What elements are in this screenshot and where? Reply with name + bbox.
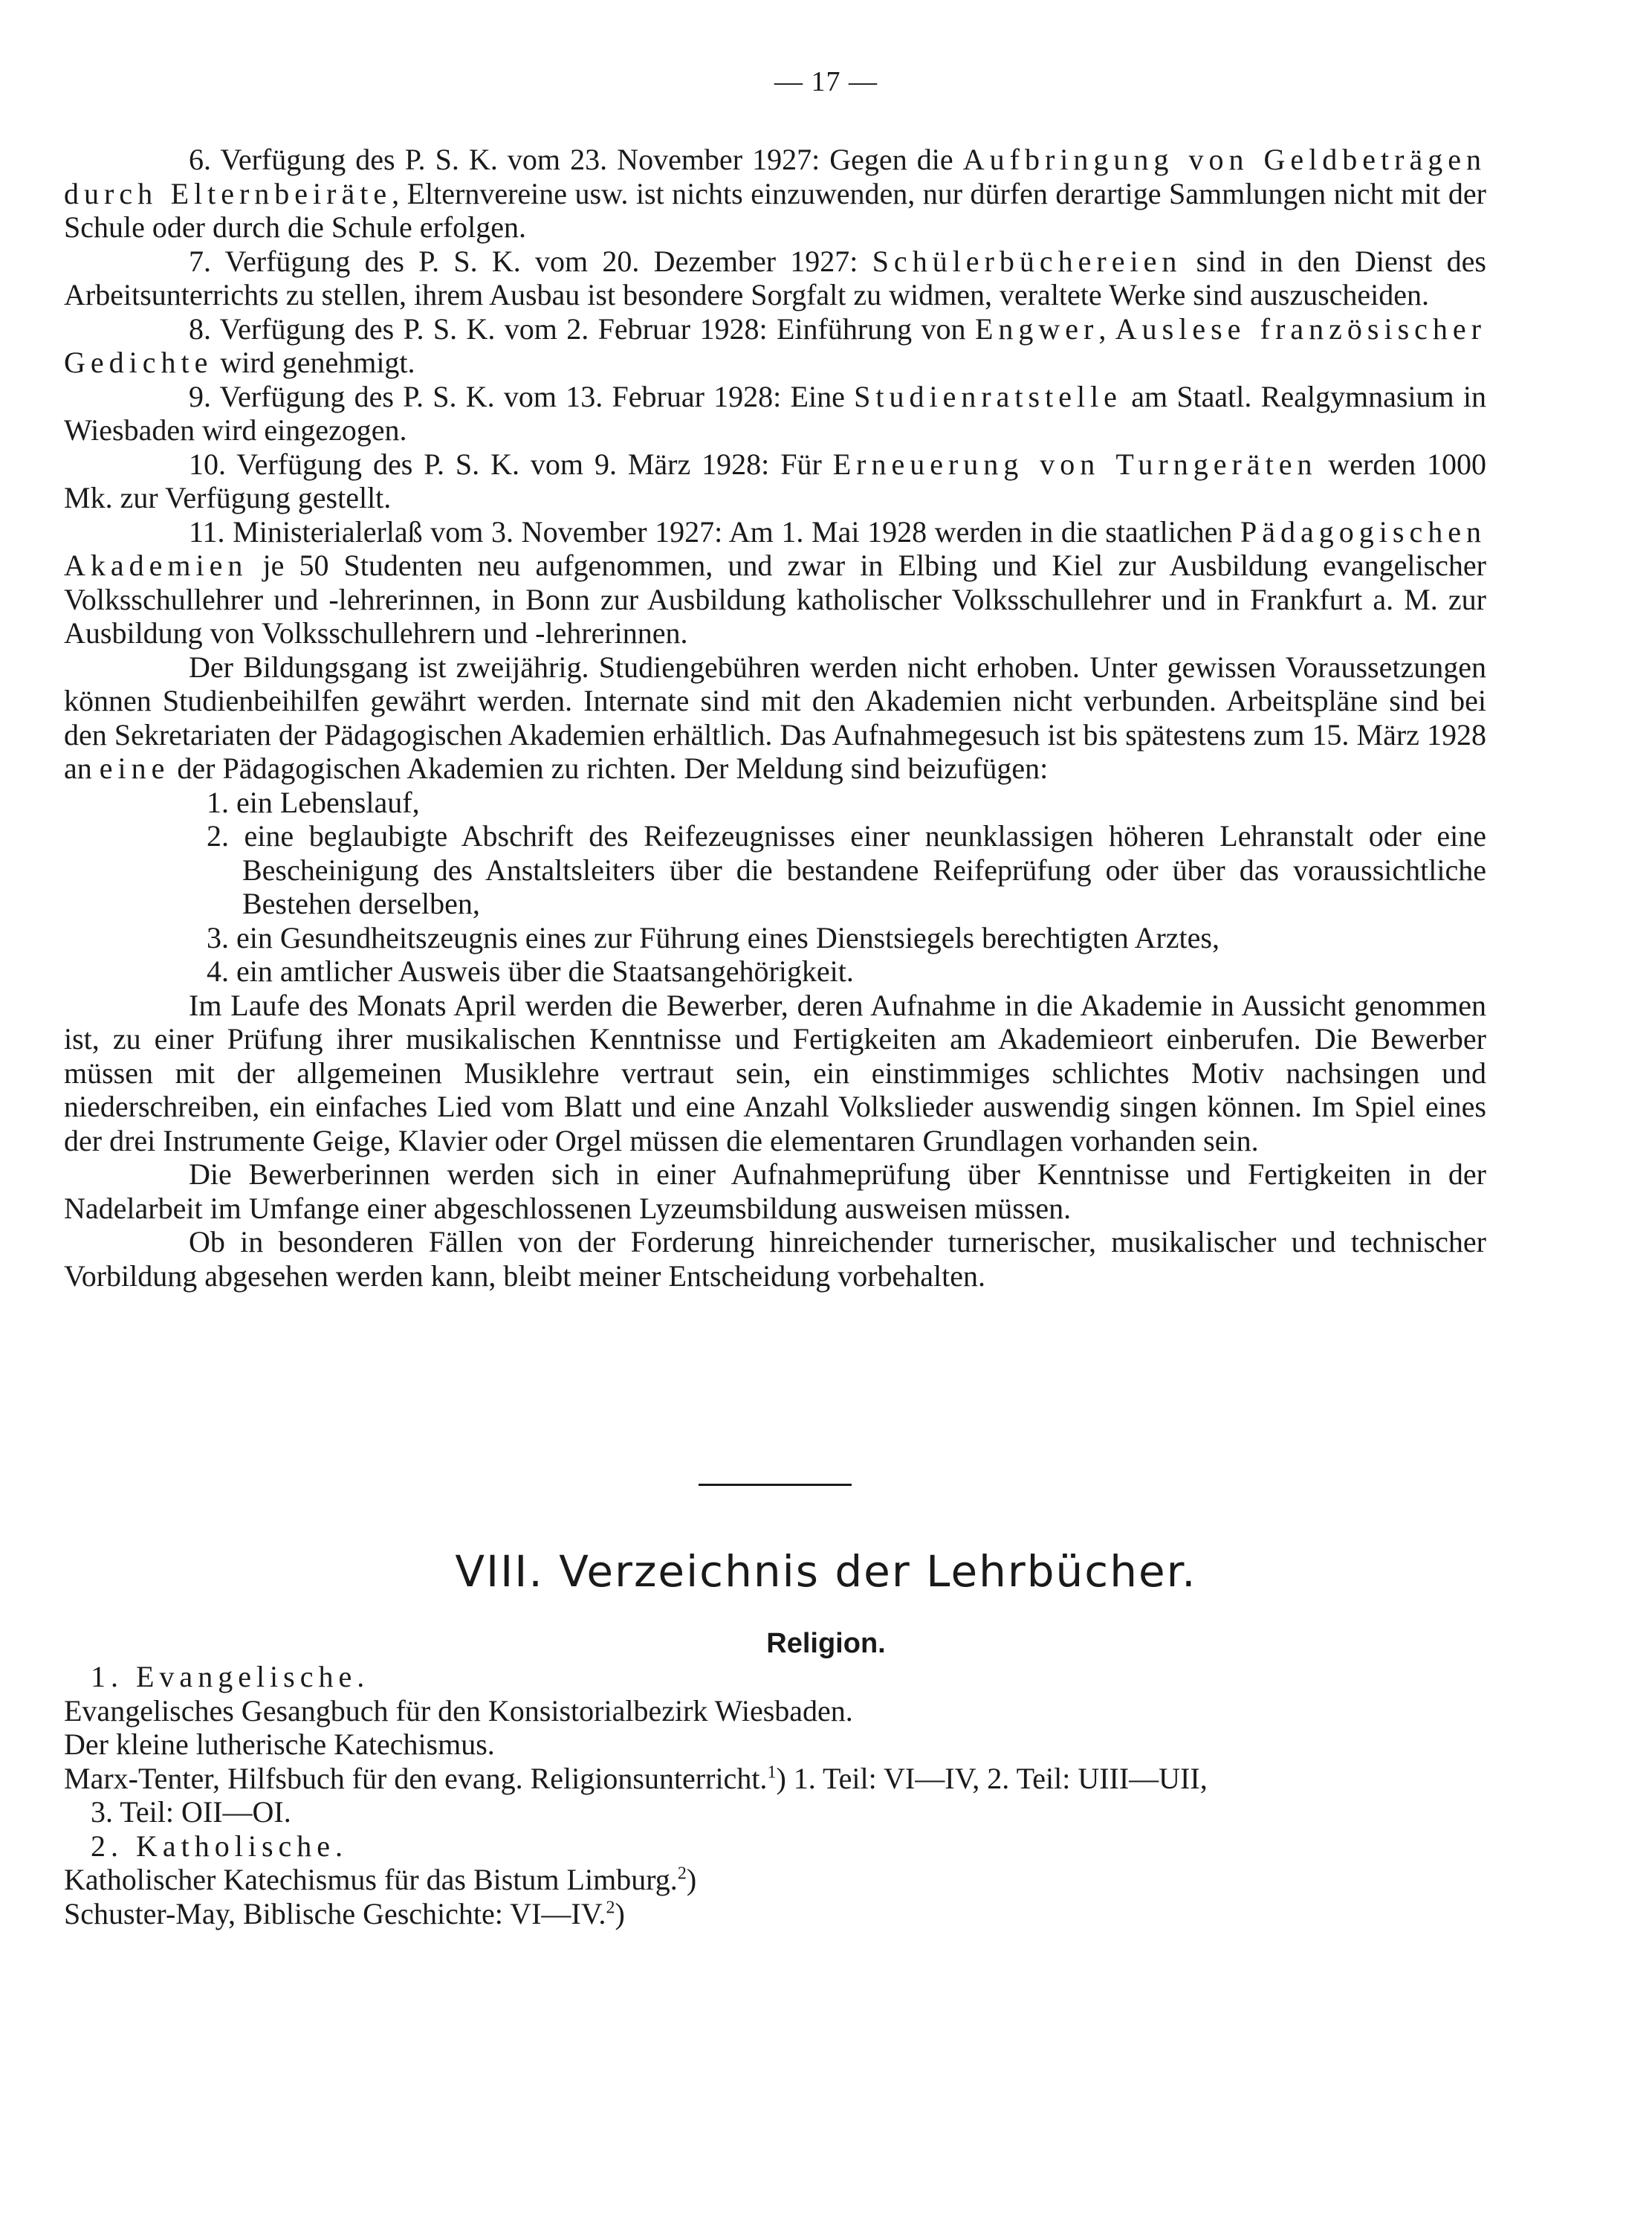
decree-7-rest: sind in den Dienst des Arbeitsunterrichts zu stellen, ihrem Ausbau ist besondere Sorgfalt zu widmen, veraltete Werke sind auszuscheiden. bbox=[64, 244, 1486, 311]
decree-10-spaced-term: Erneuerung von Turngeräten bbox=[832, 447, 1318, 481]
list-item: 2. eine beglaubigte Abschrift des Reifezeugnisses einer neunklassigen höheren Lehranstalt oder eine Bescheinigung des Anstaltsleiters über die bestandene Reifeprüfung oder über das voraussichtliche Bestehen derselben, bbox=[207, 819, 1486, 920]
decree-8-spaced-author: Engwer bbox=[974, 311, 1099, 346]
decree-6-spaced-term: Aufbringung von Geldbeträgen durch Elternbeiräte bbox=[64, 143, 1486, 210]
section-title: VIII. Verzeichnis der Lehrbücher. bbox=[455, 1546, 1197, 1597]
decree-8-lead: 8. Verfügung des P. S. K. vom 2. Februar 1928: Einführung von bbox=[189, 311, 975, 346]
subject-heading: Religion. bbox=[766, 1628, 886, 1659]
katechismus-title: Katholischer Katechismus für das Bistum Limburg. bbox=[64, 1863, 678, 1896]
footnote-marker: 1 bbox=[767, 1762, 777, 1783]
paragraph-decree-9 bbox=[64, 380, 1486, 447]
list-item: Der kleine lutherische Katechismus. bbox=[64, 1728, 495, 1761]
paragraph-decree-10 bbox=[64, 447, 1486, 515]
textbook-list bbox=[64, 1660, 1486, 1930]
list-item: 3. ein Gesundheitszeugnis eines zur Führung eines Dienstsiegels berechtigten Arztes, bbox=[207, 920, 1219, 954]
paragraph-bewerber: Im Laufe des Monats April werden die Bewerber, deren Aufnahme in die Akademie in Aussicht genommen ist, zu einer Prüfung ihrer musikalischen Kenntnisse und Fertigkeiten am Akademieort einberufen. Die Bewerber müssen mit der allgemeinen Musiklehre vertraut sein, ein einstimmiges schlichtes Motiv nachsingen und niederschreiben, ein einfaches Lied vom Blatt und eine Anzahl Volkslieder auswendig singen können. Im Spiel eines der drei Instrumente Geige, Klavier oder Orgel müssen die elementaren Grundlagen vorhanden sein. bbox=[64, 988, 1486, 1157]
decree-7-lead: 7. Verfügung des P. S. K. vom 20. Dezember 1927: bbox=[189, 244, 872, 278]
decree-11-rest: je 50 Studenten neu aufgenommen, und zwar in Elbing und Kiel zur Ausbildung evangelischer Volksschullehrer und -lehrerinnen, in Bonn zur Ausbildung katholischer Volksschullehrer und in Frankfurt a. M. zur Ausbildung von Volksschullehrern und -lehrerinnen. bbox=[64, 549, 1486, 650]
footnote-marker: 2 bbox=[606, 1898, 615, 1918]
decree-11-spaced-term: Pädagogischen Akademien bbox=[64, 514, 1486, 582]
bildungsgang-rest: der Pädagogischen Akademien zu richten. Der Meldung sind beizufügen: bbox=[169, 752, 1049, 785]
evangelisch-heading: 1. Evangelische. bbox=[91, 1660, 370, 1693]
decree-6-lead: 6. Verfügung des P. S. K. vom 23. November 1927: Gegen die bbox=[189, 143, 963, 176]
footnote-marker: 2 bbox=[677, 1864, 687, 1884]
decree-6-rest: , Elternvereine usw. ist nichts einzuwenden, nur dürfen derartige Sammlungen nicht mit der Schule oder durch die Schule erfolgen. bbox=[64, 176, 1486, 244]
paragraph-decree-11 bbox=[64, 515, 1486, 650]
list-item-schuster-may bbox=[64, 1897, 1486, 1931]
paragraph-decree-6 bbox=[64, 143, 1486, 245]
list-item: 4. ein amtlicher Ausweis über die Staatsangehörigkeit. bbox=[207, 954, 854, 988]
decree-8-mid: , bbox=[1098, 311, 1115, 346]
list-item: Evangelisches Gesangbuch für den Konsistorialbezirk Wiesbaden. bbox=[64, 1693, 853, 1728]
decree-10-lead: 10. Verfügung des P. S. K. vom 9. März 1928: Für bbox=[189, 447, 833, 481]
paragraph-decree-7 bbox=[64, 245, 1486, 312]
decree-9-lead: 9. Verfügung des P. S. K. vom 13. Februar 1928: Eine bbox=[189, 379, 855, 413]
list-item-katechismus bbox=[64, 1863, 1486, 1897]
marx-tenter-continuation: 3. Teil: OII—OI. bbox=[91, 1795, 291, 1829]
decree-10-rest: werden 1000 Mk. zur Verfügung gestellt. bbox=[64, 447, 1487, 514]
paragraph-decree-8 bbox=[64, 312, 1486, 380]
schuster-may-close: ) bbox=[615, 1896, 625, 1930]
page-number: — 17 — bbox=[774, 66, 878, 97]
list-item: 1. ein Lebenslauf, bbox=[207, 785, 420, 819]
bildungsgang-spaced-term: eine bbox=[99, 752, 170, 785]
section-divider bbox=[699, 1484, 852, 1486]
list-item-marx-tenter bbox=[64, 1762, 1486, 1796]
paragraph-bildungsgang bbox=[64, 650, 1486, 786]
marx-tenter-title: Marx-Tenter, Hilfsbuch für den evang. Religionsunterricht. bbox=[64, 1761, 768, 1795]
schuster-may-title: Schuster-May, Biblische Geschichte: VI—IV. bbox=[64, 1896, 606, 1930]
paragraph-entscheidung: Ob in besonderen Fällen von der Forderung hinreichender turnerischer, musikalischer und technischer Vorbildung abgesehen werden kann, bleibt meiner Entscheidung vorbehalten. bbox=[64, 1225, 1486, 1293]
decree-11-lead: 11. Ministerialerlaß vom 3. November 1927: Am 1. Mai 1928 werden in die staatlichen bbox=[189, 514, 1241, 549]
katholisch-heading: 2. Katholische. bbox=[91, 1829, 349, 1863]
requirements-list bbox=[64, 786, 1486, 989]
decree-9-spaced-term: Studienratstelle bbox=[854, 379, 1122, 413]
decree-8-spaced-title: Auslese französischer Gedichte bbox=[64, 311, 1487, 379]
main-text bbox=[64, 143, 1486, 1293]
katechismus-close: ) bbox=[686, 1863, 697, 1896]
decree-7-spaced-term: Schülerbüchereien bbox=[872, 244, 1182, 278]
decree-8-rest: wird genehmigt. bbox=[213, 346, 415, 379]
bildungsgang-lead: Der Bildungsgang ist zweijährig. Studiengebühren werden nicht erhoben. Unter gewissen Voraussetzungen können Studienbeihilfen gewährt werden. Internate sind mit den Akademien nicht verbunden. Arbeitspläne sind bei den Sekretariaten der Pädagogischen Akademien erhältlich. Das Aufnahmegesuch ist bis spätestens zum 15. März 1928 an bbox=[64, 650, 1486, 785]
decree-9-rest: am Staatl. Realgymnasium in Wiesbaden wird eingezogen. bbox=[64, 379, 1486, 447]
marx-tenter-parts: ) 1. Teil: VI—IV, 2. Teil: UIII—UII, bbox=[776, 1761, 1208, 1795]
paragraph-bewerberinnen: Die Bewerberinnen werden sich in einer Aufnahmeprüfung über Kenntnisse und Fertigkeiten in der Nadelarbeit im Umfange einer abgeschlossenen Lyzeumsbildung ausweisen müssen. bbox=[64, 1157, 1486, 1225]
